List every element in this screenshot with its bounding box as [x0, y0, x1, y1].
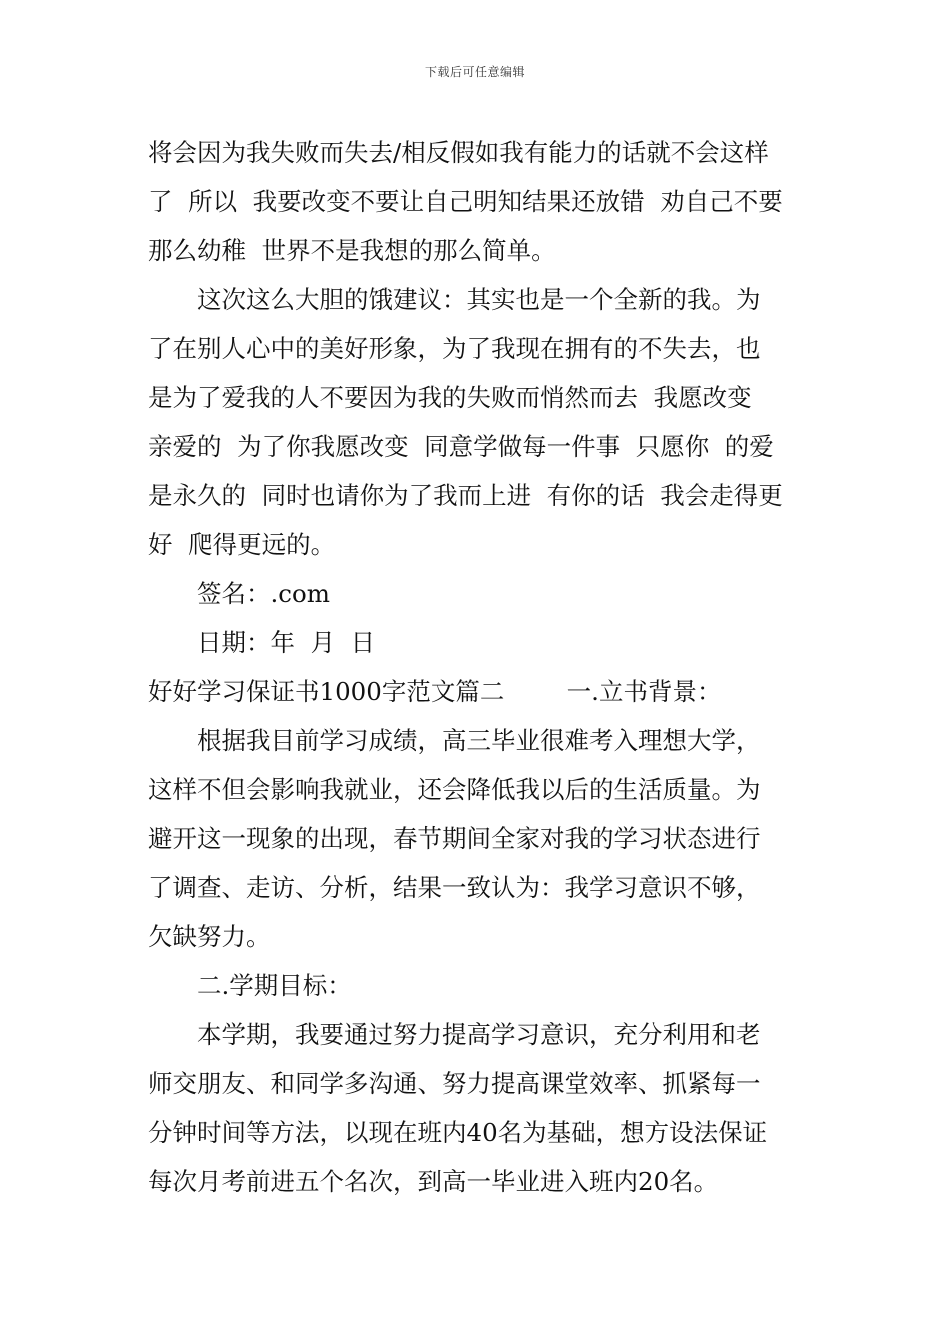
paragraph-start-line: 本学期，我要通过努力提高学习意识，充分利用和老: [197, 1020, 761, 1049]
text-line: 避开这一现象的出现，春节期间全家对我的学习状态进行: [148, 824, 761, 853]
text-line: 了 所以 我要改变不要让自己明知结果还放错 劝自己不要: [148, 187, 783, 216]
paragraph-start-line: 根据我目前学习成绩，高三毕业很难考入理想大学，: [197, 726, 761, 755]
text-line: 了在别人心中的美好形象，为了我现在拥有的不失去，也: [148, 334, 761, 363]
text-line: 师交朋友、和同学多沟通、努力提高课堂效率、抓紧每一: [148, 1069, 761, 1098]
text-line: 欠缺努力。: [148, 922, 271, 951]
text-line: 了调查、走访、分析，结果一致认为：我学习意识不够，: [148, 873, 761, 902]
paragraph-start-line: 这次这么大胆的饿建议：其实也是一个全新的我。为: [197, 285, 761, 314]
text-line: 好 爬得更远的。: [148, 530, 336, 559]
text-line: 是为了爱我的人不要因为我的失败而悄然而去 我愿改变: [148, 383, 752, 412]
date-line: 日期：年 月 日: [197, 628, 376, 657]
text-line: 亲爱的 为了你我愿改变 同意学做每一件事 只愿你 的爱: [148, 432, 774, 461]
text-line: 将会因为我失败而失去/相反假如我有能力的话就不会这样: [148, 138, 769, 167]
signature-line: 签名：.com: [197, 579, 330, 608]
text-line: 每次月考前进五个名次，到高一毕业进入班内20名。: [148, 1167, 719, 1196]
text-line: 是永久的 同时也请你为了我而上进 有你的话 我会走得更: [148, 481, 783, 510]
text-line: 这样不但会影响我就业，还会降低我以后的生活质量。为: [148, 775, 761, 804]
section-heading: 二.学期目标：: [197, 971, 352, 1000]
page-header: 下载后可任意编辑: [424, 65, 525, 79]
document-body: [148, 128, 813, 1206]
text-line: 分钟时间等方法，以现在班内40名为基础，想方设法保证: [148, 1118, 768, 1147]
text-line: 那么幼稚 世界不是我想的那么简单。: [148, 236, 556, 265]
section-heading: 好好学习保证书1000字范文篇二 一.立书背景：: [148, 677, 722, 706]
